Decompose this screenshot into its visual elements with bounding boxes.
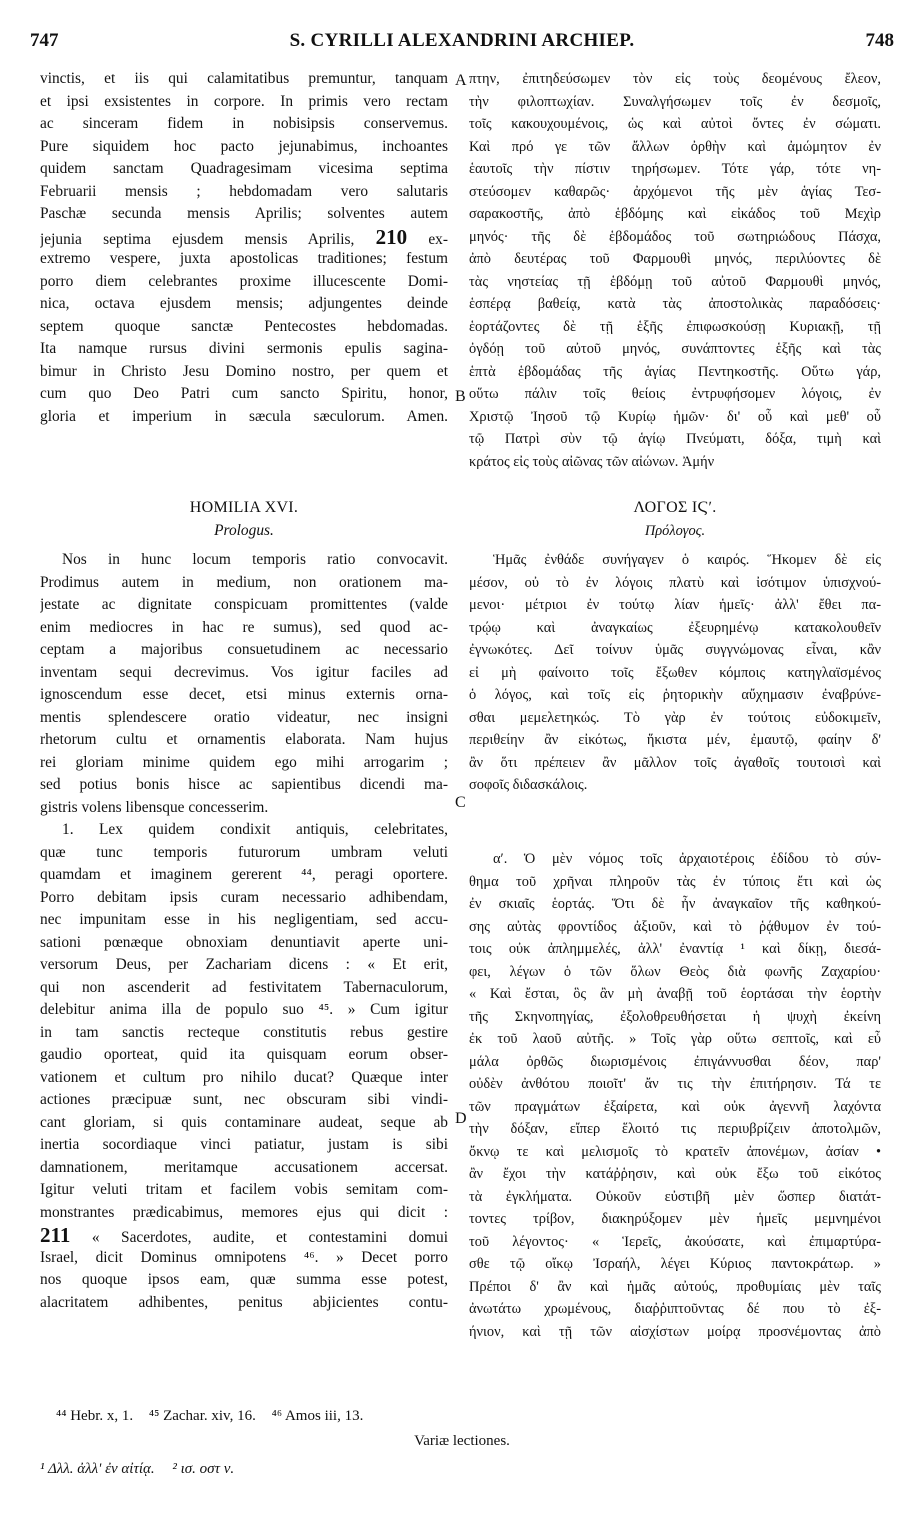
text-line: ὁ λόγος, καὶ τοῖς εἰς ῥητορικὴν αὔχημασιν ἐναβρύνε- bbox=[469, 687, 881, 703]
text-line: Nos in hunc locum temporis ratio convocavit. bbox=[62, 551, 448, 568]
text-line: extremo vespere, juxta apostolicas traditiones; festum bbox=[40, 250, 448, 267]
text-line: τρῴῳ καὶ ἀναγκαίως ἐξευρημένῳ κατακολουθεῖν bbox=[469, 619, 881, 636]
right-column-top bbox=[469, 68, 881, 473]
text-line: οὐδὲν ἀνθότου ποιοῖτ' ἄν τις τὴν ἐπιτήρησιν. Τά τε bbox=[469, 1076, 881, 1092]
text-line: ignoscendum esse decet, etsi minus externis orna- bbox=[40, 686, 448, 703]
text-line: cant gloriam, si quis contaminare audeat, seque ab bbox=[40, 1113, 448, 1131]
text-line: rei gloriam minime quidem ego mihi arrogarim ; bbox=[40, 753, 448, 771]
text-line: delebitur anima illa de populo suo ⁴⁵. » Cum igitur bbox=[40, 1001, 448, 1018]
text-line: Χριστῷ Ἰησοῦ τῷ Κυρίῳ ἡμῶν· δι' οὗ καὶ μεθ' οὗ bbox=[469, 408, 881, 425]
text-line: nos quoque ipsos eam, quæ summa esse potest, bbox=[40, 1271, 448, 1288]
running-header bbox=[30, 30, 894, 58]
footnote: ⁴⁶ Amos iii, 13. bbox=[271, 1408, 364, 1424]
margin-marker-a: A bbox=[455, 72, 467, 89]
text-line: Israel, dicit Dominus omnipotens ⁴⁶. » Decet porro bbox=[40, 1248, 448, 1266]
text-line: gaudio oporteat, quid ita quisquam eorum obser- bbox=[40, 1046, 448, 1063]
text-line: μηνός· τῆς δὲ ἑβδομάδος τοῦ σωτηριώδους Πάσχα, bbox=[469, 228, 881, 245]
text-line: τῶν πραγμάτων ἐξαίρετα, καὶ οὐκ ἀγεννῆ λαχόντα bbox=[469, 1098, 881, 1115]
footnote: ⁴⁵ Zachar. xiv, 16. bbox=[148, 1408, 256, 1424]
text-line: 1. Lex quidem condixit antiquis, celebritates, bbox=[62, 821, 448, 838]
text-line: sed potius bonis hisce ac sapientibus dicendi ma- bbox=[40, 776, 448, 793]
text-line: et ipsi exsistentes in corpore. In primis vero rectam bbox=[40, 92, 448, 110]
text-line: jestate ac dignitate conspicuam promittentes (valde bbox=[40, 596, 448, 613]
footnote: ⁴⁴ Hebr. x, 1. bbox=[56, 1408, 134, 1424]
text-line: inertia socordiaque vinci patiatur, justam is sibi bbox=[40, 1136, 448, 1153]
text-segment: « Sacerdotes, audite, et contestamini domui bbox=[91, 1229, 448, 1246]
text-line: quamdam et imaginem gererent ⁴⁴, peragi oportere. bbox=[40, 866, 448, 883]
text-line: τὰ ἐγκλήματα. Οὐκοῦν εὐστιβῆ μὲν ὥσπερ διατάτ- bbox=[469, 1188, 881, 1205]
text-line: ήνιον, καὶ τῇ τῶν αἰσχίστων μοίρᾳ προσνέμοντας ἀπὸ bbox=[469, 1323, 881, 1340]
text-segment: ex- bbox=[428, 230, 448, 248]
text-line: porro diem celebrantes proxime illucescente Domi- bbox=[40, 272, 448, 290]
text-line: ἂν ὅτι πρέπειεν ἂν μᾶλλον τοῖς ἀγαθοῖς τουτοισὶ καὶ bbox=[469, 754, 881, 771]
text-line: μέσον, οὐ τὸ ἐν λόγοις πλατὺ καὶ ἰσότιμον ὑπισχνού- bbox=[469, 574, 881, 591]
text-line: Καὶ πρό γε τῶν ἄλλων ὀρθὴν καὶ ἀμώμητον ἐν bbox=[469, 138, 881, 155]
text-line: rhetorum cultu et ornamentis elaborata. Nam hujus bbox=[40, 731, 448, 748]
text-line: τῆς Σκηνοπηγίας, ἐξολοθρευθήσεται ἡ ψυχὴ ἐκείνη bbox=[469, 1008, 881, 1025]
text-line: οὕτω πάλιν τοῖς θείοις ἐντρυφήσομεν λόγοις, ἐν bbox=[469, 386, 881, 402]
margin-marker-c: C bbox=[455, 794, 466, 811]
text-line: mentis splendescere oratio videatur, nec insigni bbox=[40, 708, 448, 726]
text-line: « Καὶ ἔσται, ὃς ἂν μὴ ἀναβῇ τοῦ ἑορτάσαι τὴν ἑορτὴν bbox=[469, 986, 881, 1002]
text-line: σαρακοστῆς, ἀπὸ ἑβδόμης καὶ εἰκάδος τοῦ Μεχὶρ bbox=[469, 206, 881, 222]
left-homily-heading bbox=[40, 497, 448, 542]
text-line: Pure siquidem hoc pacto jejunabimus, inchoantes bbox=[40, 137, 448, 155]
text-line: τὴν φιλοπτωχίαν. Συναλγήσωμεν τοῖς ἐν δεσμοῖς, bbox=[469, 93, 881, 110]
text-line: σθαι μεμελετηκώς. Τὸ γὰρ ἐν τούτοις εὐδοκιμεῖν, bbox=[469, 709, 881, 726]
homily-title: HOMILIA XVI. bbox=[189, 499, 299, 516]
text-line: ac sinceram fidem in nobisipsis conservemus. bbox=[40, 115, 448, 132]
text-line: τοντες τρίβον, διακηρύξομεν μὲν ἡμεῖς μεμνημένοι bbox=[469, 1211, 881, 1227]
text-line: τὰς νηστείας τῇ ἑβδόμῃ τοῦ αὐτοῦ Φαρμουθὶ μηνός, bbox=[469, 273, 881, 290]
text-line: τὴν δόξαν, εἴπερ ἕλοιτό τις περιυβρίζειν ἀποτολμῶν, bbox=[469, 1121, 881, 1137]
prologos-subtitle: Πρόλογος. bbox=[644, 522, 706, 539]
text-line-with-page-number bbox=[40, 1224, 448, 1247]
text-line: damnationem, meritamque accusationem accersat. bbox=[40, 1158, 448, 1176]
text-line-with-page-number bbox=[40, 226, 448, 249]
text-line: qui non ascenderit ad festivitatem Tabernaculorum, bbox=[40, 978, 448, 996]
text-line: quæ tunc temporis futurorum umbram veluti bbox=[40, 843, 448, 861]
text-line: τοῦ λέγοντος· « Ἱερεῖς, ἀκούσατε, καὶ ἐπιμαρτύρα- bbox=[469, 1233, 881, 1250]
text-line: ἐκ τοῦ λαοῦ αὐτῆς. » Τοῖς γὰρ οὕτω σεπτοῖς, καὶ εὖ bbox=[469, 1031, 881, 1047]
text-line: ἀπὸ δευτέρας τοῦ Φαρμουθὶ μηνός, περιλύοντες δὲ bbox=[469, 251, 881, 267]
text-line: septem quoque sanctæ Pentecostes hebdomadas. bbox=[40, 317, 448, 335]
logos-title: ΛΟΓΟΣ ΙϚʹ. bbox=[633, 499, 717, 516]
text-line: vinctis, et iis qui calamitatibus premuntur, tanquam bbox=[40, 70, 448, 87]
variae-lectiones-heading: Variæ lectiones. bbox=[414, 1433, 510, 1449]
variant-note: ² ισ. οστ ν. bbox=[172, 1461, 235, 1477]
text-line: actiones præcipuæ sunt, nec obscuram sibi vindi- bbox=[40, 1091, 448, 1108]
text-line: σης αὐτὰς φροντίδος ἀξιοῦν, καὶ τὸ ῥᾴθυμον ἐν τού- bbox=[469, 918, 881, 935]
text-line: περιθείην ἂν εἰκότως, ἥκιστα μέν, ἐμαυτῷ, φαίην δ' bbox=[469, 732, 881, 748]
left-prologue bbox=[40, 549, 448, 819]
prologus-subtitle: Prologus. bbox=[214, 521, 274, 539]
text-line: τῷ Πατρὶ σὺν τῷ ἁγίῳ Πνεύματι, δόξα, τιμὴ καὶ bbox=[469, 431, 881, 447]
text-line: nec impunitam esse in his negligentiam, sed accu- bbox=[40, 911, 448, 928]
text-line: μενοι· μέτριοι ἐν τούτῳ λίαν ἡμεῖς· ἀλλ' ἔθει πα- bbox=[469, 597, 881, 613]
left-section-1 bbox=[40, 819, 448, 1314]
text-line: ceptam a majoribus consuetudinem ac necessario bbox=[40, 641, 448, 658]
right-prologue bbox=[469, 549, 881, 797]
text-line: πτην, ἐπιτηδεύσωμεν τὸν εἰς τοὺς δεομένους ἔλεον, bbox=[469, 71, 881, 87]
text-line: gloria et imperium in sæcula sæculorum. Amen. bbox=[40, 407, 448, 425]
right-logos-heading bbox=[469, 497, 881, 542]
text-line: in tam sanctis recteque constitutis rebus gestire bbox=[40, 1023, 448, 1041]
text-line: ἑορτάζοντες δὲ τῇ ἑξῆς ἐπιφωσκούσῃ Κυριακῇ, τῇ bbox=[469, 318, 881, 335]
text-line: Februarii mensis ; hebdomadam vero salutaris bbox=[40, 182, 448, 200]
column-number-210: 210 bbox=[375, 225, 408, 248]
running-title: S. CYRILLI ALEXANDRINI ARCHIEP. bbox=[289, 30, 635, 51]
text-line: sationi pœnæque obnoxiam denuntiavit aperte uni- bbox=[40, 933, 448, 951]
text-line: monstrantes prædicabimus, memores ejus qui dicit : bbox=[40, 1203, 448, 1221]
text-line: enim mediocres in hac re sumus), sed quod ac- bbox=[40, 618, 448, 636]
text-line: Ἡμᾶς ἐνθάδε συνήγαγεν ὁ καιρός. Ἥκομεν δὲ εἰς bbox=[493, 552, 881, 568]
text-line: τοῖς κακουχουμένοις, ὡς καὶ αὐτοὶ ὄντες ἐν σώματι. bbox=[469, 116, 881, 132]
text-line: Prodimus autem in medium, non orationem ma- bbox=[40, 573, 448, 591]
text-line: inventam sequi decrevimus. Vos igitur faciles ad bbox=[40, 663, 448, 681]
text-line: Ita namque rursus divini sermonis epulis sagina- bbox=[40, 340, 448, 357]
page-number-left: 747 bbox=[30, 30, 59, 51]
text-line: cum quo Deo Patri cum sancto Spiritu, honor, bbox=[40, 385, 448, 402]
text-line: alacritatem adhibentes, penitus abjicientes contu- bbox=[40, 1293, 448, 1311]
text-line: ἂν ἔχοι τὴν κατάῤῥησιν, καὶ οὐκ ἔξω τοῦ εἰκότος bbox=[469, 1166, 881, 1182]
text-line: μάλα ὀρθῶς διωρισμένοις ἐπιγάννυσθαι δέον, παρ' bbox=[469, 1053, 881, 1070]
text-line: εἰ μὴ φαίνοιτο τοῖς ἔξωθεν κόμποις κατηγλαϊσμένος bbox=[469, 664, 881, 681]
text-line: αʹ. Ὁ μὲν νόμος τοῖς ἀρχαιοτέροις ἐδίδου τὸ σύν- bbox=[493, 851, 881, 867]
text-line: ὀγδόῃ τοῦ αὐτοῦ μηνός, συνάπτοντες ἑξῆς καὶ τὰς bbox=[469, 341, 881, 357]
text-line: σοφοῖς διδασκάλοις. bbox=[469, 777, 588, 793]
text-line: Paschæ secunda mensis Aprilis; solventes autem bbox=[40, 205, 448, 222]
text-line: τοις οὐκ ἀπλημμελές, ἀλλ' ἐναντίᾳ ¹ καὶ δίκῃ, διεσά- bbox=[469, 941, 881, 957]
footnotes bbox=[56, 1408, 756, 1425]
right-section-1 bbox=[469, 848, 881, 1343]
text-line: nica, octava ejusdem mensis; adjungentes deinde bbox=[40, 295, 448, 312]
text-line: φει, λέγων ὁ τῶν ὅλων Θεὸς διὰ φωνῆς Ζαχαρίου· bbox=[469, 963, 881, 980]
text-line: ἑσπέρᾳ βαθείᾳ, κατὰ τὰς ἀποστολικὰς παραδόσεις· bbox=[469, 296, 881, 312]
variant-note: ¹ Δλλ. ἀλλ' ἐν αἰτίᾳ. bbox=[40, 1461, 155, 1477]
text-line: ἀνωτάτω χρωμένους, διαῤῥιπτοῦντας δέ που τὸ ἐξ- bbox=[469, 1301, 881, 1317]
text-line: vationem et cultum pro nihilo ducat? Quæque inter bbox=[40, 1068, 448, 1086]
text-line: ἐν σκιαῖς ἑορτάς. Ὅτι δὲ ἦν ἀναγκαῖον τῆς καθηκού- bbox=[469, 896, 881, 912]
text-line: ὄκνῳ τε καὶ μελισμοῖς τὸ κρατεῖν ἀπονέμων, ἀσίαν • bbox=[469, 1143, 881, 1160]
text-line: ἑαυτοῖς τὴν πίστιν τηρήσωμεν. Τότε γάρ, τότε νη- bbox=[469, 161, 881, 177]
margin-marker-d: D bbox=[455, 1110, 467, 1127]
text-line: Πρέποι δ' ἂν καὶ ἡμᾶς αὐτούς, προθυμίαις μὲν ταῖς bbox=[469, 1278, 881, 1295]
text-line: σθε τῷ οἴκῳ Ἰσραήλ, λέγει Κύριος παντοκράτωρ. » bbox=[469, 1256, 881, 1272]
text-line: gistris volens libensque concesserim. bbox=[40, 798, 269, 816]
text-line: κράτος εἰς τοὺς αἰῶνας τῶν αἰώνων. Ἀμήν bbox=[469, 453, 715, 470]
column-number-211: 211 bbox=[40, 1224, 71, 1247]
text-line: θημα τοῦ χρῆναι πληροῦν τὰς ἐν τύποις ἔτι καὶ ὡς bbox=[469, 873, 881, 890]
text-line: ἑπτὰ ἑβδομάδας τῆς ἁγίας Πεντηκοστῆς. Οὕτω γάρ, bbox=[469, 363, 881, 380]
text-line: Porro debitam ipsis curam necessario adhibendam, bbox=[40, 888, 448, 906]
text-segment: jejunia septima ejusdem mensis Aprilis, bbox=[40, 230, 355, 248]
text-line: versorum Deus, per Zachariam dicens : « Et erit, bbox=[40, 956, 448, 973]
text-line: Igitur veluti tritam et facilem vobis semitam com- bbox=[40, 1181, 448, 1198]
left-column-top bbox=[40, 68, 448, 428]
text-line: στεύσομεν καθαρῶς· ἀρχόμενοι τῆς μὲν ἁγίας Τεσ- bbox=[469, 183, 881, 200]
variae-lectiones bbox=[40, 1461, 640, 1478]
text-line: bimur in Christo Jesu Domino nostro, per quem et bbox=[40, 362, 448, 380]
text-line: ἐγνωκότες. Δεῖ τοίνυν ὑμᾶς συγγνώμονας εἶναι, κἂν bbox=[469, 642, 881, 658]
text-line: quidem sanctam Quadragesimam vicesima septima bbox=[40, 160, 448, 177]
margin-marker-b: B bbox=[455, 388, 466, 405]
page-number-right: 748 bbox=[865, 30, 894, 51]
